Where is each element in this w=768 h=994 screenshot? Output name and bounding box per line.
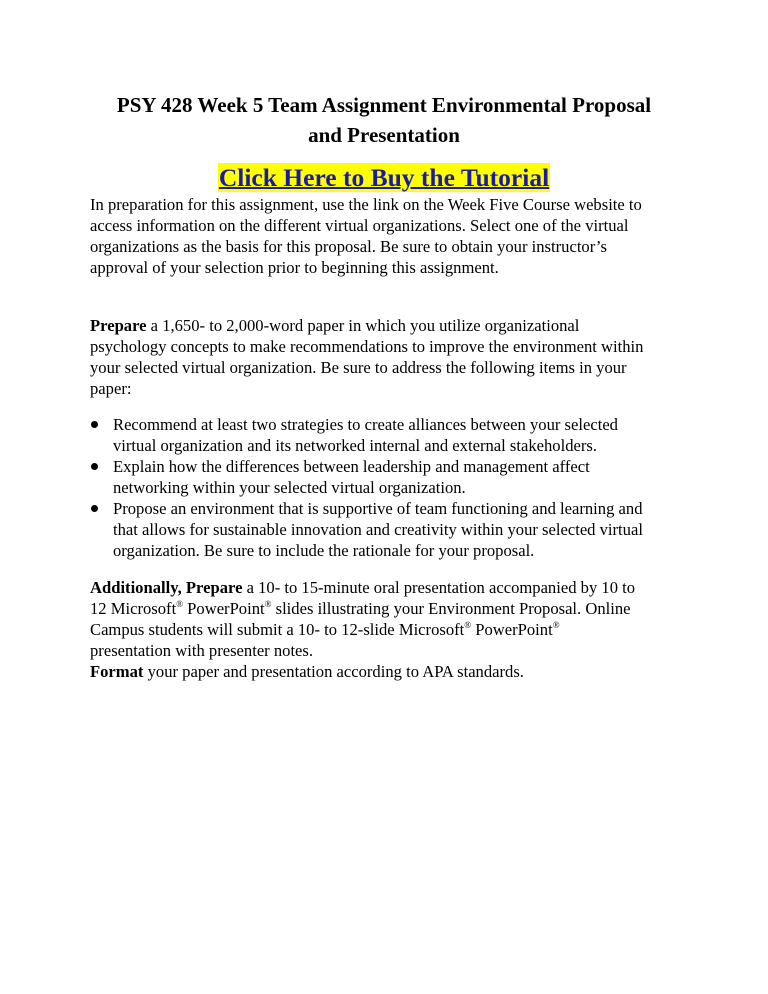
additionally-text: Campus students will submit a 10- to 12-slide Microsoft bbox=[90, 620, 465, 639]
registered-mark: ® bbox=[464, 620, 472, 630]
list-item bbox=[90, 414, 643, 456]
additionally-text: a 10- to 15-minute oral presentation accompanied by 10 to bbox=[242, 578, 636, 597]
prepare-text: a 1,650- to 2,000-word paper in which you utilize organizational bbox=[146, 316, 580, 335]
title-line-2: and Presentation bbox=[308, 123, 460, 147]
prepare-line: psychology concepts to make recommendations to improve the environment within bbox=[90, 337, 644, 356]
bullet-icon bbox=[91, 463, 98, 470]
intro-line: organizations as the basis for this proposal. Be sure to obtain your instructor’s bbox=[90, 237, 607, 256]
intro-line: approval of your selection prior to beginning this assignment. bbox=[90, 258, 499, 277]
bullet-icon bbox=[91, 505, 98, 512]
intro-line: In preparation for this assignment, use the link on the Week Five Course website to bbox=[90, 195, 642, 214]
list-item bbox=[90, 456, 643, 498]
title-line-1: PSY 428 Week 5 Team Assignment Environmental Proposal bbox=[116, 93, 652, 117]
registered-mark: ® bbox=[552, 620, 560, 630]
additionally-text: slides illustrating your Environment Proposal. Online bbox=[271, 599, 631, 618]
list-item-line: networking within your selected virtual organization. bbox=[113, 478, 466, 497]
additionally-bold: Additionally, Prepare bbox=[90, 578, 243, 597]
tutorial-link-container bbox=[0, 163, 768, 193]
additionally-text: 12 Microsoft bbox=[90, 599, 177, 618]
prepare-line: paper: bbox=[90, 379, 132, 398]
list-item bbox=[90, 498, 643, 561]
list-item-line: organization. Be sure to include the rationale for your proposal. bbox=[113, 541, 535, 560]
additionally-text: presentation with presenter notes. bbox=[90, 641, 314, 660]
registered-mark: ® bbox=[264, 599, 272, 609]
additionally-paragraph bbox=[90, 577, 635, 682]
format-bold: Format bbox=[90, 662, 144, 681]
intro-paragraph bbox=[90, 194, 642, 278]
list-item-line: Propose an environment that is supportive of team functioning and learning and bbox=[113, 499, 643, 518]
list-item-line: that allows for sustainable innovation and creativity within your selected virtual bbox=[113, 520, 643, 539]
prepare-bold: Prepare bbox=[90, 316, 147, 335]
prepare-paragraph bbox=[90, 315, 643, 399]
format-text: your paper and presentation according to APA standards. bbox=[143, 662, 524, 681]
additionally-text: PowerPoint bbox=[183, 599, 265, 618]
requirements-list bbox=[90, 414, 643, 561]
list-item-line: virtual organization and its networked internal and external stakeholders. bbox=[113, 436, 597, 455]
buy-tutorial-link[interactable]: Click Here to Buy the Tutorial bbox=[218, 163, 550, 192]
bullet-icon bbox=[91, 421, 98, 428]
document-title bbox=[0, 90, 768, 150]
prepare-line: your selected virtual organization. Be sure to address the following items in your bbox=[90, 358, 627, 377]
intro-line: access information on the different virtual organizations. Select one of the virtual bbox=[90, 216, 629, 235]
list-item-line: Recommend at least two strategies to create alliances between your selected bbox=[113, 415, 618, 434]
list-item-line: Explain how the differences between leadership and management affect bbox=[113, 457, 590, 476]
registered-mark: ® bbox=[176, 599, 184, 609]
additionally-text: PowerPoint bbox=[471, 620, 553, 639]
